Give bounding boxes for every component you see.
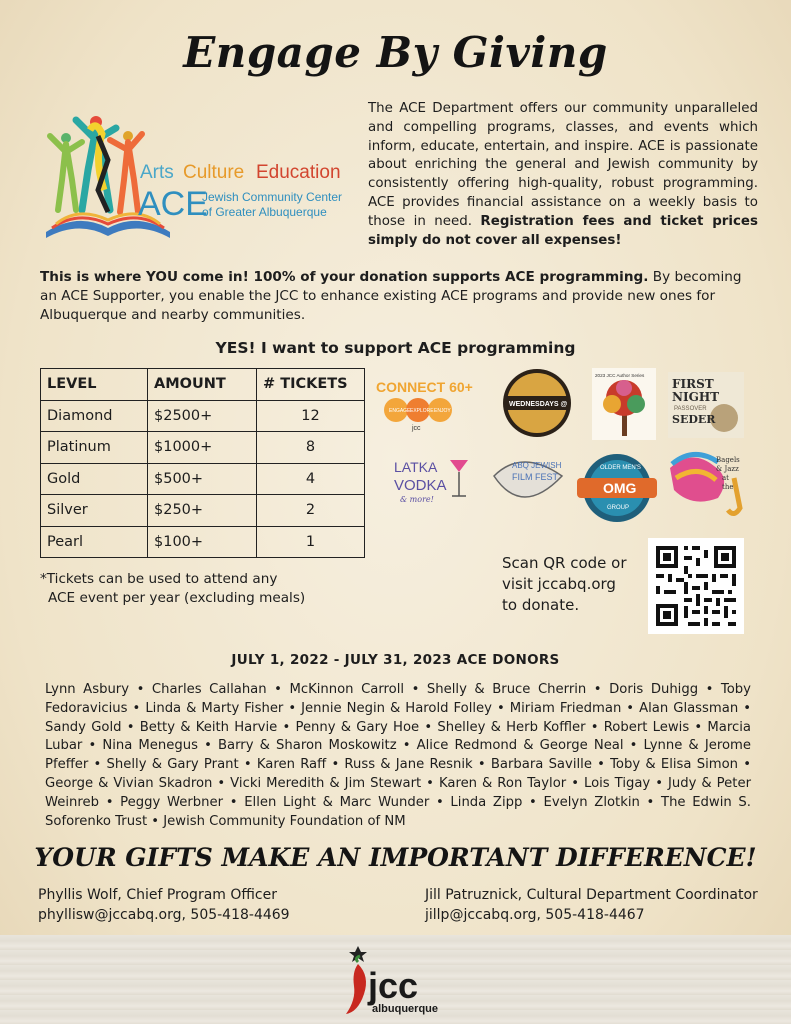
support-text: By becoming an ACE Supporter, you enable the JCC to enhance existing ACE programs and provide new ones for Albuquerque and nearby communities. [40,269,742,323]
svg-text:OMG: OMG [603,480,637,496]
svg-text:WEDNESDAYS @: WEDNESDAYS @ [509,401,568,408]
footnote-line1: *Tickets can be used to attend any [40,571,278,587]
contact-phyllis [38,885,378,925]
tickets-cell: 8 [257,432,365,464]
support-paragraph [40,268,756,325]
table-row [41,400,365,432]
contact-info[interactable]: jillp@jccabq.org, 505-418-4467 [425,907,645,923]
intro-text: The ACE Department offers our community unparalleled and compelling programs, classes, and events which inform, educate, entertain, and inspire. ACE is passionate about enriching the general and Jewish community by consistently offering high-quality, robust programming. ACE provides financial assistance on a weekly basis to those in need. [368,101,758,229]
svg-text:& Jazz: & Jazz [716,465,739,473]
contact-info[interactable]: phyllisw@jccabq.org, 505-418-4469 [38,907,290,923]
film-fest-logo [494,461,562,497]
svg-text:ENGAGE: ENGAGE [389,408,411,414]
svg-text:jcc: jcc [412,425,421,432]
amount-cell: $100+ [148,526,257,558]
svg-text:PASSOVER: PASSOVER [674,406,707,412]
donors-list: Lynn Asbury • Charles Callahan • McKinnon Carroll • Shelly & Bruce Cherrin • Doris Duhigg • Toby Fedoravicius • Linda & Marty Fisher • Jennie Negin & Harold Folley • Miriam Friedman • Alan Glassman • Sandy Gold • Betty & Keith Harvie • Penny & Gary Hoe • Shelley & Herb Koffler • Robert Lewis • Marcia Lubar • Nina Menegus • Barry & Sharon Moskowitz • Alice Redmond & George Neal • Lynne & Jerome Pfeffer • Shelly & Gary Prant • Karen Raff • Russ & Jane Resnik • Barbara Saville • Toby & Elisa Simon • George & Vivian Skadron • Vicki Meredith & Jim Stewart • Karen & Ron Taylor • Lois Tigay • Judy & Peter Weinreb • Peggy Werbner • Ellen Light & Marc Wunder • Linda Zipp • Evelyn Zlotkin • The Edwin S. Soforenko Trust • Jewish Community Foundation of NM [45,682,751,829]
level-cell: Pearl [41,526,148,558]
level-cell: Gold [41,463,148,495]
level-cell: Diamond [41,400,148,432]
tickets-cell: 2 [257,495,365,527]
gifts-heading: YOUR GIFTS MAKE AN IMPORTANT DIFFERENCE! [34,843,757,872]
bagels-jazz-logo [670,454,740,513]
svg-text:NIGHT: NIGHT [672,390,720,404]
support-heading: YES! I want to support ACE programming [215,339,576,357]
svg-text:2023 JCC Author Series: 2023 JCC Author Series [595,373,645,378]
contact-name: Jill Patruznick, Cultural Department Coordinator [425,887,758,903]
amount-cell: $1000+ [148,432,257,464]
intro-bold: Registration fees and ticket prices simply do not cover all expenses! [368,213,758,248]
tickets-footnote [40,570,340,608]
latka-vodka-logo [394,459,468,504]
support-bold: This is where YOU come in! 100% of your donation supports ACE programming. [40,269,649,285]
svg-text:the: the [722,483,734,491]
header-amount: AMOUNT [148,369,257,401]
logo-sub2: of Greater Albuquerque [202,205,327,219]
svg-text:VODKA: VODKA [394,477,447,494]
footnote-line2: ACE event per year (excluding meals) [48,590,306,606]
amount-cell: $250+ [148,495,257,527]
author-series-logo [592,368,656,440]
omg-logo [577,454,657,522]
table-row [41,463,365,495]
jcc-logo [338,942,458,1020]
header-tickets: # TICKETS [257,369,365,401]
wednesdays-logo [503,369,571,437]
logo-ace: ACE [138,185,208,223]
logo-sub1: Jewish Community Center [202,190,343,204]
svg-text:FILM FEST: FILM FEST [512,472,559,482]
table-row [41,526,365,558]
tickets-cell: 1 [257,526,365,558]
svg-text:ABQ JEWISH: ABQ JEWISH [512,461,562,470]
scan-line1: Scan QR code or [502,554,627,572]
donors-heading: JULY 1, 2022 - JULY 31, 2023 ACE DONORS [231,652,560,668]
tickets-cell: 4 [257,463,365,495]
scan-qr-text [502,553,642,616]
levels-table [40,368,365,558]
svg-text:SEDER: SEDER [672,413,716,426]
jcc-word: jcc [368,965,419,1006]
header-level: LEVEL [41,369,148,401]
logo-education: Education [256,162,341,183]
svg-text:FIRST: FIRST [672,377,714,391]
jcc-city: albuquerque [372,1003,439,1015]
intro-paragraph [368,100,758,250]
svg-text:EXPLORE: EXPLORE [410,408,434,414]
svg-text:CONNECT 60+: CONNECT 60+ [376,379,473,395]
svg-text:ENJOY: ENJOY [434,408,451,414]
table-header-row [41,369,365,401]
level-cell: Silver [41,495,148,527]
scan-line2[interactable]: visit jccabq.org [502,575,616,593]
chile-pepper-icon [346,946,367,1014]
ace-logo [38,100,358,250]
event-logos [372,368,752,528]
svg-text:& more!: & more! [400,495,434,504]
page-title: Engage By Giving [183,28,608,77]
scan-line3: to donate. [502,596,580,614]
first-night-logo [668,372,744,438]
logo-culture: Culture [183,162,245,183]
table-row [41,495,365,527]
svg-text:GROUP: GROUP [607,505,630,511]
svg-text:OLDER MEN'S: OLDER MEN'S [600,465,641,471]
svg-text:at: at [722,474,729,482]
table-row [41,432,365,464]
contact-jill [425,885,765,925]
svg-text:Bagels: Bagels [716,456,740,464]
logo-arts: Arts [140,162,174,183]
amount-cell: $500+ [148,463,257,495]
connect-60-logo [376,379,473,432]
tickets-cell: 12 [257,400,365,432]
svg-text:LATKA: LATKA [394,459,438,475]
amount-cell: $2500+ [148,400,257,432]
contact-name: Phyllis Wolf, Chief Program Officer [38,887,277,903]
qr-code-icon[interactable] [648,538,744,634]
level-cell: Platinum [41,432,148,464]
